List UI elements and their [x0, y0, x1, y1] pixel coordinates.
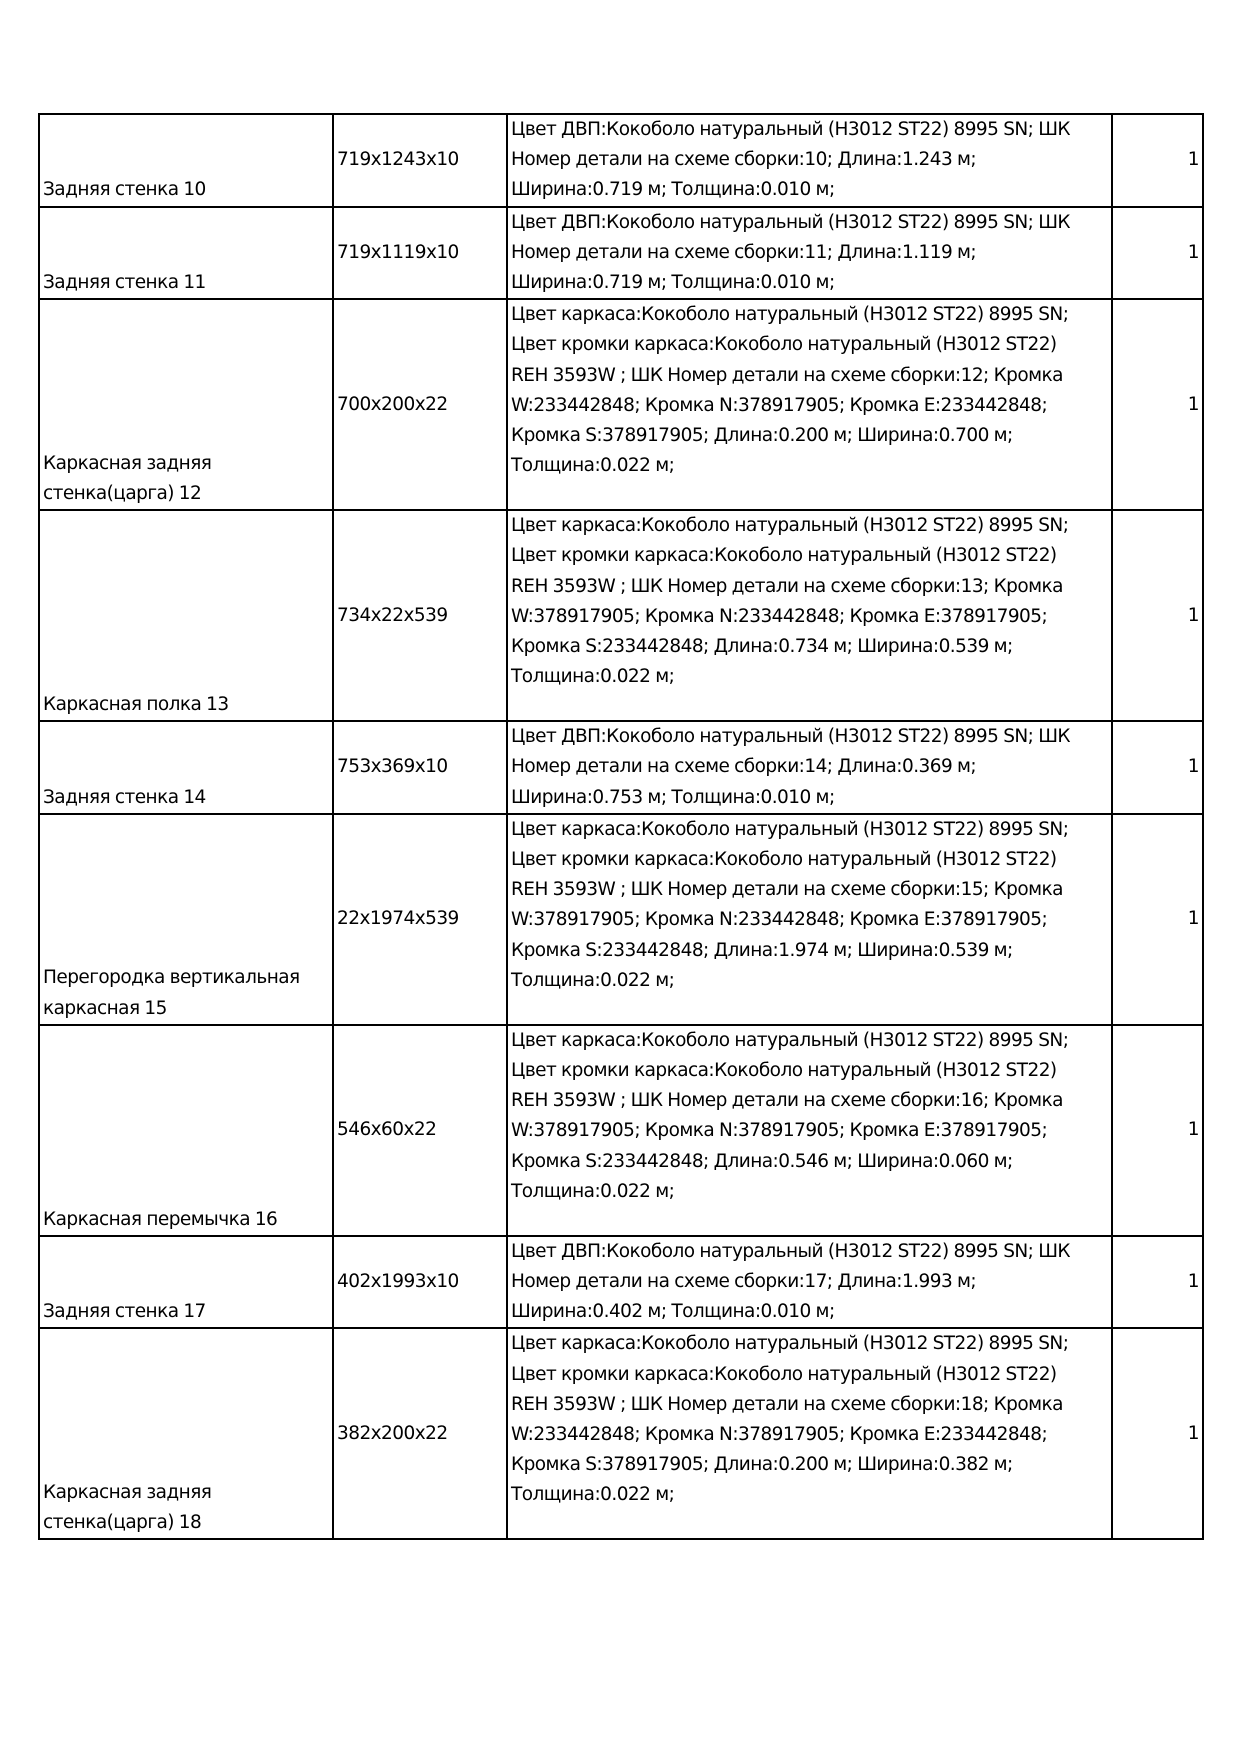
part-name: Каркасная перемычка 16: [39, 1025, 333, 1236]
part-quantity: 1: [1112, 510, 1203, 721]
part-quantity: 1: [1112, 299, 1203, 510]
part-description: Цвет ДВП:Кокоболо натуральный (H3012 ST22) 8995 SN; ШК Номер детали на схеме сборки:17; Длина:1.993 м; Ширина:0.402 м; Толщина:0.010 м;: [507, 1236, 1112, 1329]
part-description: Цвет ДВП:Кокоболо натуральный (H3012 ST22) 8995 SN; ШК Номер детали на схеме сборки:14; Длина:0.369 м; Ширина:0.753 м; Толщина:0.010 м;: [507, 721, 1112, 814]
part-size: 382x200x22: [333, 1328, 507, 1539]
table-row: [39, 1025, 1203, 1236]
part-quantity: 1: [1112, 207, 1203, 300]
table-row: [39, 814, 1203, 1025]
table-row: [39, 721, 1203, 814]
part-description: Цвет каркаса:Кокоболо натуральный (H3012 ST22) 8995 SN; Цвет кромки каркаса:Кокоболо натуральный (H3012 ST22) REH 3593W ; ШК Номер детали на схеме сборки:15; Кромка W:378917905; Кромка N:233442848; Кромка E:378917905; Кромка S:233442848; Длина:1.974 м; Ширина:0.539 м; Толщина:0.022 м;: [507, 814, 1112, 1025]
part-size: 546x60x22: [333, 1025, 507, 1236]
part-name: Задняя стенка 10: [39, 114, 333, 207]
part-quantity: 1: [1112, 1025, 1203, 1236]
part-description: Цвет каркаса:Кокоболо натуральный (H3012 ST22) 8995 SN; Цвет кромки каркаса:Кокоболо натуральный (H3012 ST22) REH 3593W ; ШК Номер детали на схеме сборки:16; Кромка W:378917905; Кромка N:378917905; Кромка E:378917905; Кромка S:233442848; Длина:0.546 м; Ширина:0.060 м; Толщина:0.022 м;: [507, 1025, 1112, 1236]
table-row: [39, 114, 1203, 207]
part-quantity: 1: [1112, 814, 1203, 1025]
part-name: Задняя стенка 14: [39, 721, 333, 814]
table-row: [39, 1236, 1203, 1329]
part-size: 734x22x539: [333, 510, 507, 721]
part-quantity: 1: [1112, 721, 1203, 814]
part-size: 719x1119x10: [333, 207, 507, 300]
parts-table: [38, 113, 1204, 1540]
table-row: [39, 299, 1203, 510]
part-name: Задняя стенка 17: [39, 1236, 333, 1329]
part-name: Задняя стенка 11: [39, 207, 333, 300]
part-name: Перегородка вертикальная каркасная 15: [39, 814, 333, 1025]
part-quantity: 1: [1112, 1328, 1203, 1539]
part-description: Цвет ДВП:Кокоболо натуральный (H3012 ST22) 8995 SN; ШК Номер детали на схеме сборки:10; Длина:1.243 м; Ширина:0.719 м; Толщина:0.010 м;: [507, 114, 1112, 207]
table-row: [39, 1328, 1203, 1539]
part-size: 753x369x10: [333, 721, 507, 814]
part-size: 700x200x22: [333, 299, 507, 510]
table-row: [39, 207, 1203, 300]
part-size: 22x1974x539: [333, 814, 507, 1025]
part-name: Каркасная полка 13: [39, 510, 333, 721]
part-size: 402x1993x10: [333, 1236, 507, 1329]
part-name: Каркасная задняя стенка(царга) 18: [39, 1328, 333, 1539]
table-row: [39, 510, 1203, 721]
part-description: Цвет каркаса:Кокоболо натуральный (H3012 ST22) 8995 SN; Цвет кромки каркаса:Кокоболо натуральный (H3012 ST22) REH 3593W ; ШК Номер детали на схеме сборки:13; Кромка W:378917905; Кромка N:233442848; Кромка E:378917905; Кромка S:233442848; Длина:0.734 м; Ширина:0.539 м; Толщина:0.022 м;: [507, 510, 1112, 721]
part-description: Цвет каркаса:Кокоболо натуральный (H3012 ST22) 8995 SN; Цвет кромки каркаса:Кокоболо натуральный (H3012 ST22) REH 3593W ; ШК Номер детали на схеме сборки:18; Кромка W:233442848; Кромка N:378917905; Кромка E:233442848; Кромка S:378917905; Длина:0.200 м; Ширина:0.382 м; Толщина:0.022 м;: [507, 1328, 1112, 1539]
part-size: 719x1243x10: [333, 114, 507, 207]
part-description: Цвет каркаса:Кокоболо натуральный (H3012 ST22) 8995 SN; Цвет кромки каркаса:Кокоболо натуральный (H3012 ST22) REH 3593W ; ШК Номер детали на схеме сборки:12; Кромка W:233442848; Кромка N:378917905; Кромка E:233442848; Кромка S:378917905; Длина:0.200 м; Ширина:0.700 м; Толщина:0.022 м;: [507, 299, 1112, 510]
part-quantity: 1: [1112, 114, 1203, 207]
part-name: Каркасная задняя стенка(царга) 12: [39, 299, 333, 510]
part-description: Цвет ДВП:Кокоболо натуральный (H3012 ST22) 8995 SN; ШК Номер детали на схеме сборки:11; Длина:1.119 м; Ширина:0.719 м; Толщина:0.010 м;: [507, 207, 1112, 300]
part-quantity: 1: [1112, 1236, 1203, 1329]
